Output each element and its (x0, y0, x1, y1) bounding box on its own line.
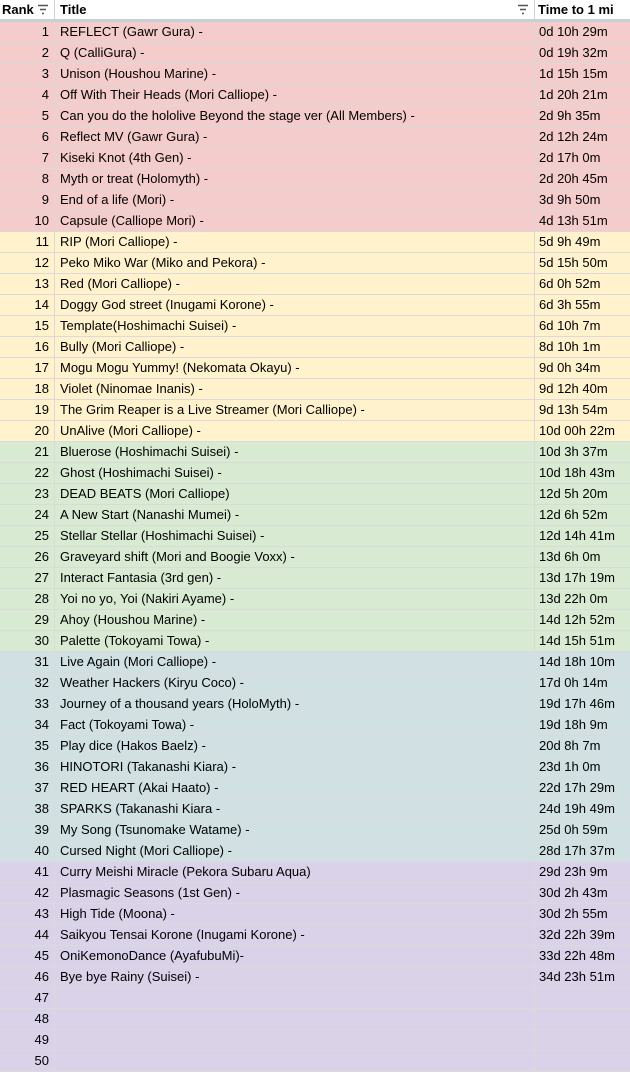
time-cell[interactable]: 3d 9h 50m (539, 192, 601, 207)
time-cell[interactable]: 25d 0h 59m (539, 822, 608, 837)
time-cell[interactable]: 9d 0h 34m (539, 360, 601, 375)
rank-cell[interactable]: 10 (0, 211, 55, 231)
table-row (0, 778, 630, 799)
time-cell[interactable]: 30d 2h 55m (539, 906, 608, 921)
table-row (0, 505, 630, 526)
rank-cell[interactable]: 2 (0, 43, 55, 63)
time-cell[interactable]: 14d 15h 51m (539, 633, 615, 648)
rank-cell[interactable]: 30 (0, 631, 55, 651)
time-cell[interactable]: 1d 15h 15m (539, 66, 608, 81)
table-row (0, 547, 630, 568)
time-cell[interactable]: 13d 6h 0m (539, 549, 601, 564)
title-cell[interactable]: Myth or treat (Holomyth) - (55, 169, 535, 189)
table-row (0, 484, 630, 505)
time-cell[interactable]: 19d 18h 9m (539, 717, 608, 732)
time-cell[interactable]: 5d 9h 49m (539, 234, 601, 249)
time-cell[interactable]: 10d 3h 37m (539, 444, 608, 459)
table-row (0, 1009, 630, 1030)
title-cell[interactable] (55, 988, 535, 1008)
time-cell[interactable]: 33d 22h 48m (539, 948, 615, 963)
table-row (0, 610, 630, 631)
title-cell[interactable]: Ghost (Hoshimachi Suisei) - (55, 463, 535, 483)
time-cell[interactable]: 22d 17h 29m (539, 780, 615, 795)
table-row (0, 211, 630, 232)
rank-cell[interactable]: 39 (0, 820, 55, 840)
title-cell[interactable]: Violet (Ninomae Inanis) - (55, 379, 535, 399)
time-cell[interactable]: 34d 23h 51m (539, 969, 615, 984)
rank-cell[interactable]: 33 (0, 694, 55, 714)
title-cell[interactable]: Graveyard shift (Mori and Boogie Voxx) - (55, 547, 535, 567)
rank-cell[interactable]: 47 (0, 988, 55, 1008)
title-cell[interactable]: Peko Miko War (Miko and Pekora) - (55, 253, 535, 273)
table-row (0, 883, 630, 904)
rank-cell[interactable]: 8 (0, 169, 55, 189)
table-row (0, 736, 630, 757)
rank-cell[interactable]: 46 (0, 967, 55, 987)
time-cell[interactable] (535, 1051, 630, 1071)
time-cell[interactable]: 10d 18h 43m (539, 465, 615, 480)
table-row (0, 715, 630, 736)
time-cell[interactable]: 6d 10h 7m (539, 318, 601, 333)
time-cell[interactable]: 10d 00h 22m (539, 423, 615, 438)
time-cell[interactable]: 14d 18h 10m (539, 654, 615, 669)
title-cell[interactable]: Ahoy (Houshou Marine) - (55, 610, 535, 630)
table-row (0, 43, 630, 64)
title-cell[interactable]: Saikyou Tensai Korone (Inugami Korone) - (55, 925, 535, 945)
rank-cell[interactable]: 9 (0, 190, 55, 210)
rank-cell[interactable]: 26 (0, 547, 55, 567)
table-row (0, 442, 630, 463)
rank-cell[interactable]: 12 (0, 253, 55, 273)
table-row (0, 841, 630, 862)
title-cell[interactable]: Capsule (Calliope Mori) - (55, 211, 535, 231)
time-cell[interactable] (535, 1009, 630, 1029)
title-cell[interactable]: HINOTORI (Takanashi Kiara) - (55, 757, 535, 777)
rank-cell[interactable]: 36 (0, 757, 55, 777)
title-cell[interactable]: DEAD BEATS (Mori Calliope) (55, 484, 535, 504)
title-cell[interactable]: Stellar Stellar (Hoshimachi Suisei) - (55, 526, 535, 546)
time-cell[interactable]: 32d 22h 39m (539, 927, 615, 942)
title-cell[interactable]: OniKemonoDance (AyafubuMi)- (55, 946, 535, 966)
table-row (0, 169, 630, 190)
table-body (0, 22, 630, 1072)
table-row (0, 631, 630, 652)
title-cell[interactable]: Curry Meishi Miracle (Pekora Subaru Aqua) (55, 862, 535, 882)
table-row (0, 1030, 630, 1051)
rank-cell[interactable]: 38 (0, 799, 55, 819)
title-cell[interactable]: RED HEART (Akai Haato) - (55, 778, 535, 798)
rank-cell[interactable]: 24 (0, 505, 55, 525)
title-cell[interactable]: Weather Hackers (Kiryu Coco) - (55, 673, 535, 693)
table-row (0, 589, 630, 610)
rank-cell[interactable]: 1 (0, 22, 55, 42)
rank-cell[interactable]: 28 (0, 589, 55, 609)
table-row (0, 904, 630, 925)
time-cell[interactable]: 2d 17h 0m (539, 150, 601, 165)
table-row (0, 946, 630, 967)
rank-cell[interactable]: 27 (0, 568, 55, 588)
rank-cell[interactable]: 13 (0, 274, 55, 294)
table-row (0, 316, 630, 337)
time-cell[interactable]: 20d 8h 7m (539, 738, 601, 753)
title-cell[interactable]: Interact Fantasia (3rd gen) - (55, 568, 535, 588)
rank-cell[interactable]: 40 (0, 841, 55, 861)
title-cell[interactable]: Palette (Tokoyami Towa) - (55, 631, 535, 651)
header-row (0, 0, 630, 22)
title-cell[interactable] (55, 1051, 535, 1071)
table-row (0, 22, 630, 43)
title-cell[interactable]: Bully (Mori Calliope) - (55, 337, 535, 357)
rank-cell[interactable]: 31 (0, 652, 55, 672)
table-row (0, 379, 630, 400)
title-cell[interactable]: Can you do the hololive Beyond the stage ver (All Members) - (55, 106, 535, 126)
rank-cell[interactable]: 15 (0, 316, 55, 336)
title-cell[interactable] (55, 1009, 535, 1029)
table-row (0, 673, 630, 694)
time-cell[interactable]: 2d 20h 45m (539, 171, 608, 186)
rank-cell[interactable]: 50 (0, 1051, 55, 1071)
filter-icon[interactable] (517, 4, 529, 15)
time-cell[interactable]: 6d 0h 52m (539, 276, 601, 291)
time-cell[interactable]: 4d 13h 51m (539, 213, 608, 228)
title-cell[interactable]: Bye bye Rainy (Suisei) - (55, 967, 535, 987)
table-row (0, 106, 630, 127)
title-cell[interactable]: Mogu Mogu Yummy! (Nekomata Okayu) - (55, 358, 535, 378)
table-row (0, 568, 630, 589)
table-row (0, 652, 630, 673)
table-row (0, 358, 630, 379)
title-cell[interactable]: SPARKS (Takanashi Kiara - (55, 799, 535, 819)
time-cell[interactable]: 8d 10h 1m (539, 339, 601, 354)
time-cell[interactable]: 23d 1h 0m (539, 759, 601, 774)
table-row (0, 463, 630, 484)
title-cell[interactable]: Unison (Houshou Marine) - (55, 64, 535, 84)
rank-cell[interactable]: 37 (0, 778, 55, 798)
rank-cell[interactable]: 34 (0, 715, 55, 735)
table-row (0, 421, 630, 442)
rank-cell[interactable]: 44 (0, 925, 55, 945)
table-row (0, 967, 630, 988)
title-cell[interactable]: Plasmagic Seasons (1st Gen) - (55, 883, 535, 903)
rank-cell[interactable]: 45 (0, 946, 55, 966)
rank-cell[interactable]: 3 (0, 64, 55, 84)
table-row (0, 190, 630, 211)
time-cell[interactable]: 0d 10h 29m (539, 24, 608, 39)
rank-cell[interactable]: 23 (0, 484, 55, 504)
table-row (0, 1051, 630, 1072)
header-rank-label: Rank (2, 2, 34, 17)
title-cell[interactable]: Q (CalliGura) - (55, 43, 535, 63)
rank-cell[interactable]: 49 (0, 1030, 55, 1050)
table-row (0, 820, 630, 841)
rank-cell[interactable]: 35 (0, 736, 55, 756)
table-row (0, 799, 630, 820)
title-cell[interactable]: End of a life (Mori) - (55, 190, 535, 210)
title-cell[interactable]: The Grim Reaper is a Live Streamer (Mori Calliope) - (55, 400, 535, 420)
time-cell[interactable]: 12d 5h 20m (539, 486, 608, 501)
table-row (0, 295, 630, 316)
rank-cell[interactable]: 32 (0, 673, 55, 693)
title-cell[interactable]: Template(Hoshimachi Suisei) - (55, 316, 535, 336)
time-cell[interactable]: 6d 3h 55m (539, 297, 601, 312)
rank-cell[interactable]: 18 (0, 379, 55, 399)
time-cell[interactable]: 9d 13h 54m (539, 402, 608, 417)
rank-cell[interactable]: 5 (0, 106, 55, 126)
time-cell[interactable]: 30d 2h 43m (539, 885, 608, 900)
rank-cell[interactable]: 14 (0, 295, 55, 315)
title-cell[interactable]: Yoi no yo, Yoi (Nakiri Ayame) - (55, 589, 535, 609)
title-cell[interactable]: High Tide (Moona) - (55, 904, 535, 924)
title-cell[interactable]: My Song (Tsunomake Watame) - (55, 820, 535, 840)
title-cell[interactable]: A New Start (Nanashi Mumei) - (55, 505, 535, 525)
rank-cell[interactable]: 6 (0, 127, 55, 147)
title-cell[interactable]: Fact (Tokoyami Towa) - (55, 715, 535, 735)
time-cell[interactable]: 13d 22h 0m (539, 591, 608, 606)
rank-cell[interactable]: 11 (0, 232, 55, 252)
table-row (0, 127, 630, 148)
time-cell[interactable]: 1d 20h 21m (539, 87, 608, 102)
rank-cell[interactable]: 16 (0, 337, 55, 357)
title-cell[interactable]: Red (Mori Calliope) - (55, 274, 535, 294)
time-cell[interactable]: 12d 14h 41m (539, 528, 615, 543)
table-row (0, 232, 630, 253)
header-title-label: Title (60, 2, 87, 17)
rank-cell[interactable]: 19 (0, 400, 55, 420)
time-cell[interactable]: 13d 17h 19m (539, 570, 615, 585)
time-cell[interactable]: 28d 17h 37m (539, 843, 615, 858)
table-row (0, 148, 630, 169)
header-title-cell[interactable] (55, 0, 535, 19)
header-rank-cell[interactable] (0, 0, 55, 19)
title-cell[interactable]: Doggy God street (Inugami Korone) - (55, 295, 535, 315)
table-row (0, 85, 630, 106)
table-row (0, 862, 630, 883)
table-row (0, 400, 630, 421)
rank-cell[interactable]: 22 (0, 463, 55, 483)
title-cell[interactable]: Live Again (Mori Calliope) - (55, 652, 535, 672)
title-cell[interactable]: Bluerose (Hoshimachi Suisei) - (55, 442, 535, 462)
rank-cell[interactable]: 42 (0, 883, 55, 903)
rank-cell[interactable]: 43 (0, 904, 55, 924)
title-cell[interactable]: Reflect MV (Gawr Gura) - (55, 127, 535, 147)
title-cell[interactable]: REFLECT (Gawr Gura) - (55, 22, 535, 42)
rank-cell[interactable]: 48 (0, 1009, 55, 1029)
time-cell[interactable] (535, 988, 630, 1008)
time-cell[interactable]: 29d 23h 9m (539, 864, 608, 879)
time-cell[interactable]: 19d 17h 46m (539, 696, 615, 711)
title-cell[interactable]: Cursed Night (Mori Calliope) - (55, 841, 535, 861)
rank-cell[interactable]: 21 (0, 442, 55, 462)
time-cell[interactable]: 2d 9h 35m (539, 108, 601, 123)
title-cell[interactable]: Off With Their Heads (Mori Calliope) - (55, 85, 535, 105)
table-row (0, 526, 630, 547)
table-row (0, 253, 630, 274)
title-cell[interactable]: RIP (Mori Calliope) - (55, 232, 535, 252)
time-cell[interactable]: 0d 19h 32m (539, 45, 608, 60)
time-cell[interactable]: 2d 12h 24m (539, 129, 608, 144)
table-row (0, 925, 630, 946)
filter-icon[interactable] (37, 4, 49, 15)
time-cell[interactable]: 5d 15h 50m (539, 255, 608, 270)
header-time-label: Time to 1 mi (538, 2, 614, 17)
rank-cell[interactable]: 4 (0, 85, 55, 105)
time-cell[interactable] (535, 1030, 630, 1050)
table-row (0, 757, 630, 778)
time-cell[interactable]: 17d 0h 14m (539, 675, 608, 690)
rank-cell[interactable]: 41 (0, 862, 55, 882)
time-cell[interactable]: 9d 12h 40m (539, 381, 608, 396)
time-cell[interactable]: 12d 6h 52m (539, 507, 608, 522)
rank-cell[interactable]: 7 (0, 148, 55, 168)
header-time-cell[interactable] (535, 0, 630, 19)
title-cell[interactable]: UnAlive (Mori Calliope) - (55, 421, 535, 441)
title-cell[interactable]: Kiseki Knot (4th Gen) - (55, 148, 535, 168)
title-cell[interactable]: Play dice (Hakos Baelz) - (55, 736, 535, 756)
rank-cell[interactable]: 25 (0, 526, 55, 546)
rank-cell[interactable]: 17 (0, 358, 55, 378)
table-row (0, 337, 630, 358)
table-row (0, 64, 630, 85)
time-cell[interactable]: 14d 12h 52m (539, 612, 615, 627)
table-row (0, 274, 630, 295)
table-row (0, 694, 630, 715)
rank-cell[interactable]: 29 (0, 610, 55, 630)
rank-cell[interactable]: 20 (0, 421, 55, 441)
time-cell[interactable]: 24d 19h 49m (539, 801, 615, 816)
title-cell[interactable] (55, 1030, 535, 1050)
title-cell[interactable]: Journey of a thousand years (HoloMyth) - (55, 694, 535, 714)
table-row (0, 988, 630, 1009)
